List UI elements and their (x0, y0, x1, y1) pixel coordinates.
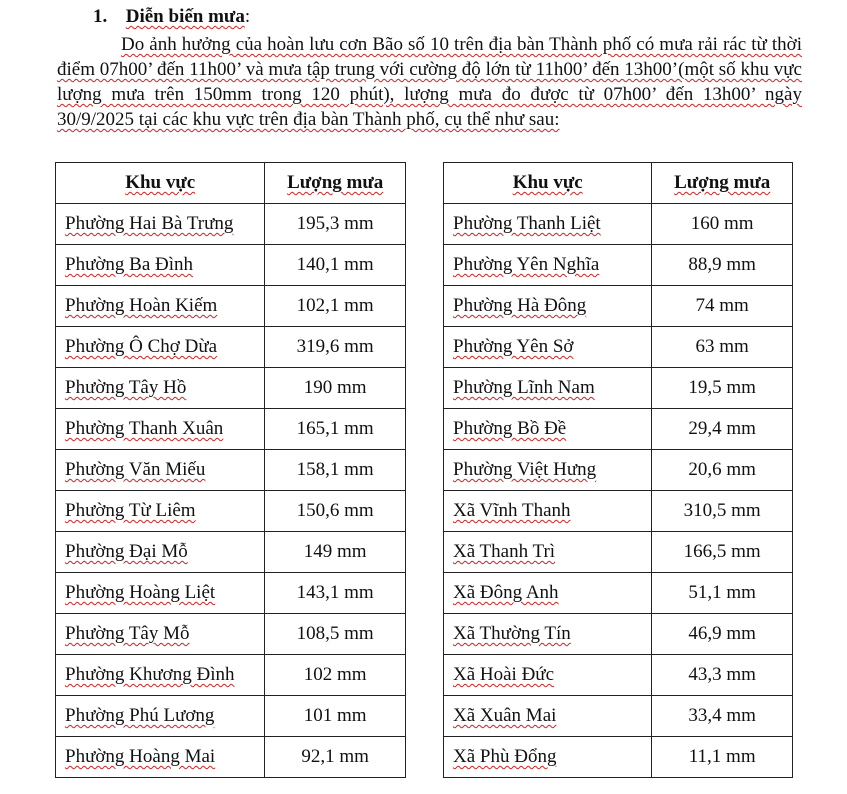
area-cell (56, 696, 265, 737)
rainfall-amount: 190 mm (265, 368, 406, 409)
area-name: Phường Hà Đông (453, 295, 587, 316)
table-row (56, 737, 406, 778)
section-heading (93, 4, 250, 30)
area-cell (444, 696, 652, 737)
area-name: Phường Hoàn Kiếm (65, 295, 218, 316)
area-cell (56, 368, 265, 409)
area-cell (56, 491, 265, 532)
header-rainfall-label: Lượng mưa (674, 172, 771, 193)
table-row (56, 614, 406, 655)
table-row (444, 450, 793, 491)
table-row (444, 573, 793, 614)
rainfall-amount: 51,1 mm (652, 573, 793, 614)
area-name: Phường Hai Bà Trưng (65, 213, 234, 234)
rainfall-amount: 166,5 mm (652, 532, 793, 573)
area-name: Phường Ô Chợ Dừa (65, 336, 218, 357)
area-name: Phường Từ Liêm (65, 500, 196, 521)
area-name: Xã Vĩnh Thanh (453, 500, 571, 521)
area-name: Xã Thường Tín (453, 623, 571, 644)
table-row (56, 286, 406, 327)
area-cell (56, 204, 265, 245)
table-row (444, 327, 793, 368)
rainfall-table-left (55, 162, 406, 778)
area-name: Xã Thanh Trì (453, 541, 556, 562)
table-row (56, 368, 406, 409)
table-row (444, 286, 793, 327)
table-row (444, 614, 793, 655)
rainfall-amount: 108,5 mm (265, 614, 406, 655)
rainfall-amount: 88,9 mm (652, 245, 793, 286)
area-name: Phường Bồ Đề (453, 418, 567, 439)
rainfall-amount: 46,9 mm (652, 614, 793, 655)
rainfall-amount: 20,6 mm (652, 450, 793, 491)
rainfall-amount: 43,3 mm (652, 655, 793, 696)
area-name: Xã Đông Anh (453, 582, 559, 603)
area-name: Phường Tây Mỗ (65, 623, 190, 644)
rainfall-amount: 165,1 mm (265, 409, 406, 450)
area-name: Phường Phú Lương (65, 705, 215, 726)
area-cell (444, 409, 652, 450)
area-cell (444, 737, 652, 778)
area-cell (444, 655, 652, 696)
rainfall-amount: 92,1 mm (265, 737, 406, 778)
table-row (56, 655, 406, 696)
table-row (444, 245, 793, 286)
area-cell (444, 368, 652, 409)
table-row (56, 409, 406, 450)
area-name: Phường Việt Hưng (453, 459, 597, 480)
area-name: Phường Văn Miếu (65, 459, 206, 480)
area-name: Phường Ba Đình (65, 254, 194, 275)
table-row (56, 204, 406, 245)
table-header-row (444, 163, 793, 204)
area-cell (56, 614, 265, 655)
area-cell (444, 573, 652, 614)
rainfall-amount: 63 mm (652, 327, 793, 368)
table-row (444, 368, 793, 409)
header-rainfall-label: Lượng mưa (287, 172, 384, 193)
area-name: Xã Xuân Mai (453, 705, 557, 726)
header-rainfall (265, 163, 406, 204)
section-number: 1. (93, 6, 108, 27)
table-row (56, 532, 406, 573)
header-area-label: Khu vực (125, 172, 196, 193)
area-cell (56, 245, 265, 286)
rainfall-amount: 140,1 mm (265, 245, 406, 286)
rainfall-amount: 74 mm (652, 286, 793, 327)
table-row (56, 696, 406, 737)
table-row (56, 245, 406, 286)
table-row (444, 655, 793, 696)
area-cell (444, 286, 652, 327)
table-row (56, 573, 406, 614)
area-name: Phường Yên Sở (453, 336, 574, 357)
rainfall-amount: 149 mm (265, 532, 406, 573)
area-cell (444, 450, 652, 491)
area-cell (444, 327, 652, 368)
area-cell (56, 655, 265, 696)
rainfall-amount: 158,1 mm (265, 450, 406, 491)
header-rainfall (652, 163, 793, 204)
table-row (444, 204, 793, 245)
section-title-colon: : (244, 6, 251, 27)
area-cell (56, 286, 265, 327)
area-name: Xã Hoài Đức (453, 664, 555, 685)
area-cell (56, 327, 265, 368)
rainfall-amount: 19,5 mm (652, 368, 793, 409)
table-row (444, 532, 793, 573)
area-cell (56, 737, 265, 778)
rainfall-amount: 33,4 mm (652, 696, 793, 737)
area-cell (56, 409, 265, 450)
area-name: Phường Hoàng Mai (65, 746, 216, 767)
area-cell (444, 204, 652, 245)
rainfall-amount: 150,6 mm (265, 491, 406, 532)
area-name: Phường Yên Nghĩa (453, 254, 600, 275)
area-cell (56, 573, 265, 614)
table-row (444, 491, 793, 532)
table-row (444, 409, 793, 450)
rainfall-amount: 310,5 mm (652, 491, 793, 532)
rainfall-amount: 29,4 mm (652, 409, 793, 450)
intro-paragraph: Do ảnh hưởng của hoàn lưu cơn Bão số 10 trên địa bàn Thành phố có mưa rải rác từ thời điểm 07h00’ đến 11h00’ và mưa tập trung với cường độ lớn từ 11h00’ đến 13h00’(một số khu vực lượng mưa trên 150mm trong 120 phút), lượng mưa đo được từ 07h00’ đến 13h00’ ngày 30/9/2025 tại các khu vực trên địa bàn Thành phố, cụ thể như sau: (57, 34, 802, 130)
rainfall-amount: 102 mm (265, 655, 406, 696)
rainfall-amount: 101 mm (265, 696, 406, 737)
area-name: Phường Đại Mỗ (65, 541, 188, 562)
area-cell (444, 491, 652, 532)
rainfall-amount: 195,3 mm (265, 204, 406, 245)
table-row (56, 450, 406, 491)
table-row (56, 327, 406, 368)
area-name: Phường Tây Hồ (65, 377, 187, 398)
rainfall-amount: 11,1 mm (652, 737, 793, 778)
rainfall-amount: 160 mm (652, 204, 793, 245)
area-name: Phường Hoàng Liệt (65, 582, 216, 603)
rainfall-amount: 102,1 mm (265, 286, 406, 327)
area-name: Phường Thanh Liệt (453, 213, 601, 234)
rainfall-amount: 143,1 mm (265, 573, 406, 614)
header-area-label: Khu vực (512, 172, 583, 193)
area-cell (444, 614, 652, 655)
header-area (444, 163, 652, 204)
table-row (444, 737, 793, 778)
area-name: Phường Lĩnh Nam (453, 377, 595, 398)
area-name: Xã Phù Đổng (453, 746, 557, 767)
area-name: Phường Thanh Xuân (65, 418, 224, 439)
area-cell (56, 532, 265, 573)
section-title: Diễn biến mưa (125, 6, 245, 27)
table-row (56, 491, 406, 532)
area-name: Phường Khương Đình (65, 664, 235, 685)
table-header-row (56, 163, 406, 204)
area-cell (444, 532, 652, 573)
rainfall-amount: 319,6 mm (265, 327, 406, 368)
header-area (56, 163, 265, 204)
area-cell (444, 245, 652, 286)
table-row (444, 696, 793, 737)
rainfall-table-right (443, 162, 793, 778)
area-cell (56, 450, 265, 491)
